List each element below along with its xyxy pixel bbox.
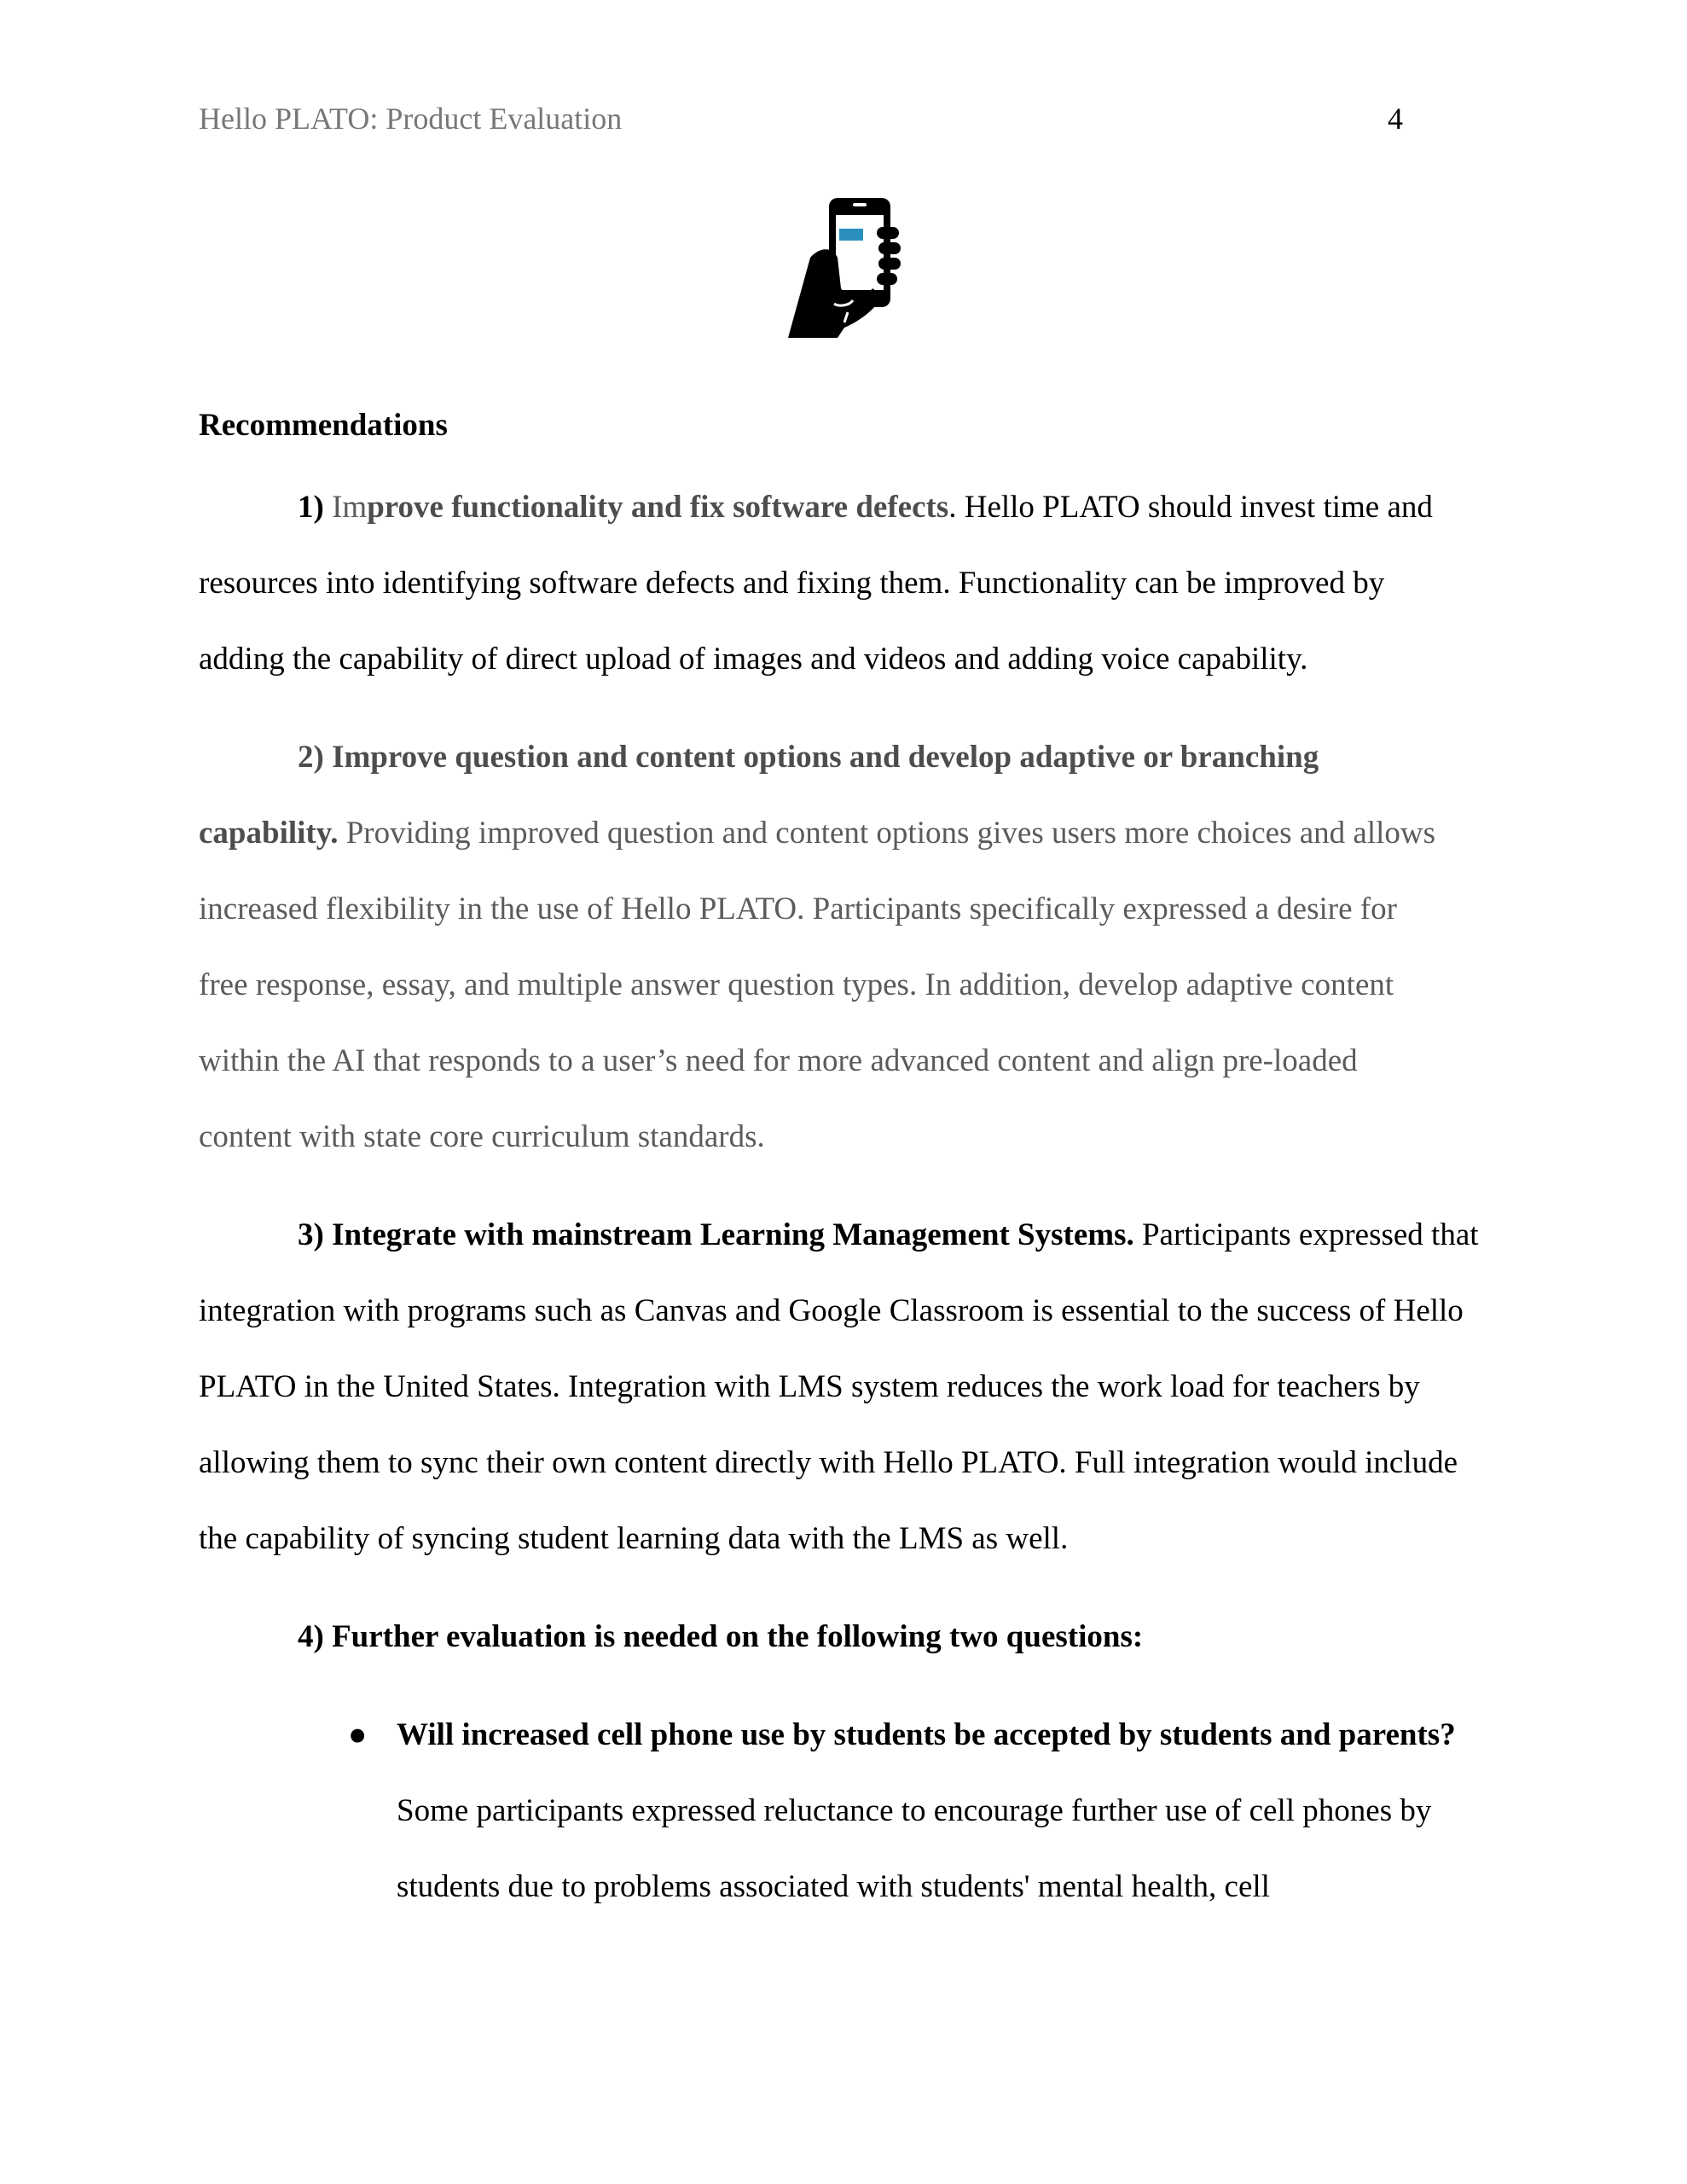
rec3-title: 3) Integrate with mainstream Learning Management Systems.: [298, 1217, 1134, 1252]
rec1-body: Hello PLATO should invest time and resources into identifying software defects and fixing them. Functionality can be improved by adding the capability of direct upload of images and videos and adding voice capability.: [199, 490, 1433, 677]
header-title: Hello PLATO: Product Evaluation: [199, 102, 623, 136]
document-body: [199, 403, 1495, 1925]
rec3-body: Participants expressed that integration with programs such as Canvas and Google Classroom is essential to the success of Hello PLATO in the United States. Integration with LMS system reduces the work load for teachers by allowing them to sync their own content directly with Hello PLATO. Full integration would include the capability of syncing student learning data with the LMS as well.: [199, 1217, 1479, 1556]
list-item: [199, 1697, 1488, 1925]
rec1-title: prove functionality and fix software defects: [367, 490, 949, 525]
rec1-number: 1): [298, 490, 324, 525]
bullet-body: Some participants expressed reluctance to encourage further use of cell phones by students due to problems associated with students' mental health, cell: [397, 1793, 1432, 1904]
recommendation-2: [199, 719, 1452, 1175]
rec2-body: Providing improved question and content options gives users more choices and allows increased flexibility in the use of Hello PLATO. Participants specifically expressed a desire for free response, essay, and multiple answer question types. In addition, develop adaptive content within the AI that responds to a user’s need for more advanced content and align pre-loaded content with state core curriculum standards.: [199, 816, 1436, 1154]
bullet-marker: ●: [348, 1717, 368, 1752]
rec2-title: 2) Improve question and content options and develop adaptive or branching capability.: [199, 740, 1319, 851]
section-heading: Recommendations: [199, 408, 448, 443]
rec4-title: 4) Further evaluation is needed on the following two questions:: [298, 1619, 1144, 1654]
recommendation-4: [199, 1599, 1495, 1675]
bullet-question: Will increased cell phone use by students be accepted by students and parents?: [397, 1717, 1456, 1752]
rec1-title-prefix: Im: [332, 490, 368, 525]
rec1-period: .: [948, 490, 957, 525]
recommendation-1: [199, 469, 1474, 697]
hand-holding-phone-icon: [785, 195, 904, 340]
page-number: 4: [1388, 102, 1403, 136]
recommendation-3: [199, 1197, 1495, 1577]
running-header: [199, 101, 1403, 143]
